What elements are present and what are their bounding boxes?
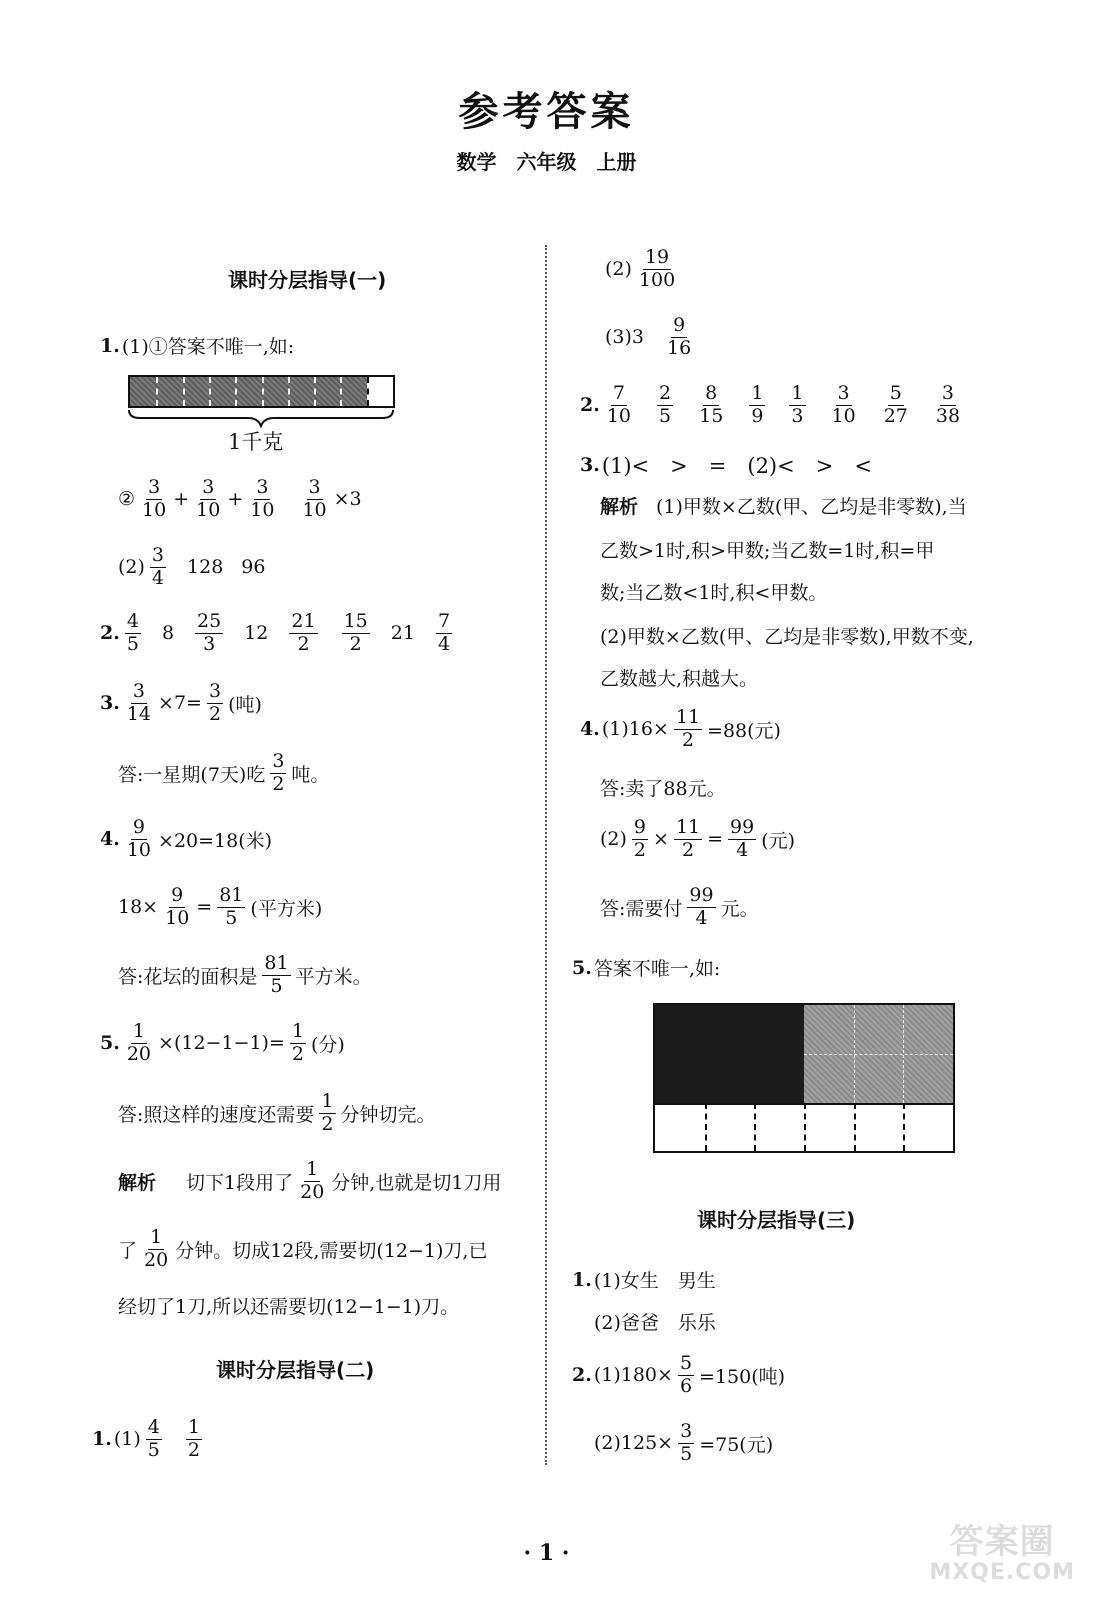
- page-title: 参考答案: [458, 88, 635, 135]
- q1-part2: (2) $\frac{3}{4}$ 128 96: [118, 544, 266, 589]
- q5-analysis-line3: 经切了1刀,所以还需要切(12−1−1)刀。: [118, 1296, 460, 1318]
- q1-part1: 1. (1)①答案不唯一,如:: [100, 334, 295, 358]
- page-number: · 1 ·: [523, 1540, 570, 1566]
- q1-circ2-line: ② $\frac{3}{10}$ + $\frac{3}{10}$ + $\frac{3}{10}$ $\frac{3}{10}$ ×3: [118, 476, 362, 521]
- tape-label: 1千克: [228, 430, 284, 454]
- column-divider: [545, 245, 547, 1465]
- s2-q5: 5. 答案不唯一,如:: [572, 956, 721, 980]
- s2-q3-analysis-4: (2)甲数×乙数(甲、乙均是非零数),甲数不变,: [600, 626, 974, 648]
- s3-q2-line2: (2)125× $\frac{3}{5}$ =75(元): [594, 1420, 774, 1465]
- section-heading-2: 课时分层指导(二): [216, 1358, 375, 1382]
- s2-q3-analysis-2: 乙数>1时,积>甲数;当乙数=1时,积=甲: [600, 540, 935, 562]
- q3-answer: 答:一星期(7天)吃 $\frac{3}{2}$ 吨。: [118, 750, 330, 795]
- fraction-grid-diagram: [653, 1003, 955, 1153]
- s2-q1-part3: (3)3 $\frac{9}{16}$: [605, 314, 692, 359]
- q2-left: 2. $\frac{4}{5}$ 8 $\frac{25}{3}$ 12 $\frac{21}{2}$ $\frac{15}{2}$ 21 $\frac{7}{4}$: [100, 610, 451, 655]
- q5-answer: 答:照这样的速度还需要 $\frac{1}{2}$ 分钟切完。: [118, 1090, 436, 1135]
- s3-q1-line1: 1. (1)女生 男生: [572, 1268, 716, 1292]
- q5-left: 5. $\frac{1}{20}$ ×(12−1−1)= $\frac{1}{2}$ (分): [100, 1020, 345, 1065]
- s2-q4-line2: (2) $\frac{9}{2}$ × $\frac{11}{2}$ = $\frac{99}{4}$ (元): [600, 816, 796, 861]
- q5-analysis-line1: 解析 切下1段用了 $\frac{1}{20}$ 分钟,也就是切1刀用: [118, 1158, 502, 1203]
- q3-left: 3. $\frac{3}{14}$ ×7= $\frac{3}{2}$ (吨): [100, 680, 262, 725]
- q4-answer: 答:花坛的面积是 $\frac{81}{5}$ 平方米。: [118, 952, 372, 997]
- s2-q3-analysis-3: 数;当乙数<1时,积<甲数。: [600, 582, 828, 604]
- brace-icon: [128, 408, 395, 428]
- s3-q2-line1: 2. (1)180× $\frac{5}{6}$ =150(吨): [572, 1352, 786, 1397]
- s2-q3-analysis-1: 解析 (1)甲数×乙数(甲、乙均是非零数),当: [600, 496, 967, 518]
- s2-q4-line1: 4. (1)16× $\frac{11}{2}$ =88(元): [580, 706, 781, 751]
- s2-q1-part2: (2) $\frac{19}{100}$: [605, 246, 676, 291]
- s2-q3: 3. (1)< > = (2)< > <: [580, 454, 872, 478]
- s2-q4-answer1: 答:卖了88元。: [600, 778, 726, 800]
- s2-q4-answer2: 答:需要付 $\frac{99}{4}$ 元。: [600, 884, 759, 929]
- section-heading-3: 课时分层指导(三): [697, 1208, 856, 1232]
- s3-q1-line2: (2)爸爸 乐乐: [594, 1312, 716, 1334]
- q5-analysis-line2: 了 $\frac{1}{20}$ 分钟。切成12段,需要切(12−1)刀,已: [118, 1226, 488, 1271]
- s2-q1: 1. (1) $\frac{4}{5}$ $\frac{1}{2}$: [92, 1416, 200, 1461]
- s2-q2: 2. $\frac{7}{10}$ $\frac{2}{5}$ $\frac{8}{15}$ $\frac{1}{9}$ $\frac{1}{3}$ $\frac{3}{10}$ $\frac{5}{27}$ $\frac{3}{38}$: [580, 382, 961, 427]
- kilogram-tape-diagram: [128, 375, 395, 408]
- q4-left-line1: 4. $\frac{9}{10}$ ×20=18(米): [100, 816, 273, 861]
- section-heading-1: 课时分层指导(一): [228, 268, 387, 292]
- page-subtitle: 数学 六年级 上册: [456, 150, 637, 174]
- q4-left-line2: 18× $\frac{9}{10}$ = $\frac{81}{5}$ (平方米): [118, 884, 323, 929]
- s2-q3-analysis-5: 乙数越大,积越大。: [600, 668, 759, 690]
- watermark: 答案圈 MXQE.COM: [929, 1522, 1075, 1585]
